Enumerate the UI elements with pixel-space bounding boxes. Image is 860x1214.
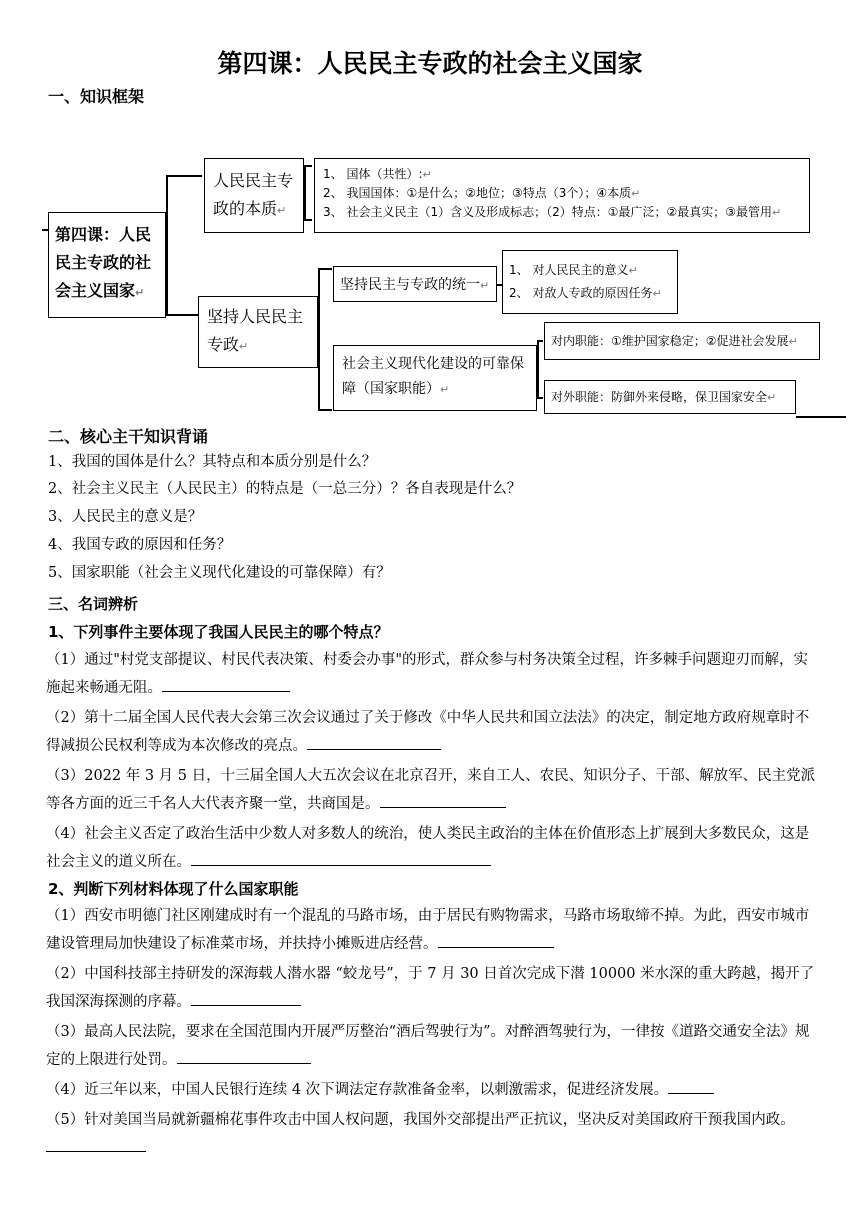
answer-blank[interactable] xyxy=(438,933,554,948)
section-framework-heading: 一、知识框架 xyxy=(48,87,145,106)
part1-item-3: （3）2022 年 3 月 5 日，十三届全国人大五次会议在北京召开，来自工人、农民、知识分子、干部、解放军、民主党派等各方面的近三千名人大代表齐聚一堂，共商国是。 xyxy=(46,768,816,812)
essence-point-3: 3、 社会主义民主（1）含义及形成标志；（2）特点：①最广泛；②最真实；③最管用↵ xyxy=(323,205,782,219)
part2-item-2: （2）中国科技部主持研发的深海载人潜水器 “蛟龙号”，于 7 月 30 日首次完成下潜 10000 米水深的重大跨越，揭开了我国深海探测的序幕。 xyxy=(46,966,815,1010)
unity-point-2: 2、 对敌人专政的原因任务↵ xyxy=(509,286,662,300)
part2-item-5: （5）针对美国当局就新疆棉花事件攻击中国人权问题，我国外交部提出严正抗议，坚决反对美国政府干预我国内政。 xyxy=(46,1106,816,1162)
answer-blank[interactable] xyxy=(380,793,506,808)
diagram-sub-unity: 坚持民主与专政的统一↵ xyxy=(333,266,497,302)
answer-blank[interactable] xyxy=(191,991,301,1006)
part2-item-3: （3）最高人民法院，要求在全国范围内开展严厉整治“酒后驾驶行为”。对醉酒驾驶行为，一律按《道路交通安全法》规定的上限进行处罚。 xyxy=(46,1024,810,1068)
answer-blank[interactable] xyxy=(46,1137,146,1152)
part2-item-4: （4）近三年以来，中国人民银行连续 4 次下调法定存款准备金率，以刺激需求，促进经济发展。 xyxy=(46,1076,816,1104)
question-1: 1、我国的国体是什么？其特点和本质分别是什么？ xyxy=(48,454,377,470)
diagram-internal-function: 对内职能：①维护国家稳定；②促进社会发展↵ xyxy=(544,322,820,360)
question-5: 5、国家职能（社会主义现代化建设的可靠保障）有？ xyxy=(48,565,391,581)
section-terms-heading: 三、名词辨析 xyxy=(48,595,139,613)
answer-blank[interactable] xyxy=(177,1049,311,1064)
answer-blank[interactable] xyxy=(191,851,491,866)
part1-item-1: （1）通过"村党支部提议、村民代表决策、村委会办事"的形式，群众参与村务决策全过程，许多棘手问题迎刃而解，实施起来畅通无阻。 xyxy=(46,652,809,696)
answer-blank[interactable] xyxy=(307,735,441,750)
answer-blank[interactable] xyxy=(162,677,290,692)
section-core-heading: 二、核心主干知识背诵 xyxy=(48,427,209,446)
diagram-essence-points xyxy=(314,158,810,233)
part2-item-1: （1）西安市明德门社区刚建成时有一个混乱的马路市场，由于居民有购物需求，马路市场取缔不掉。为此，西安市城市建设管理局加快建设了标准菜市场，并扶持小摊贩进店经营。 xyxy=(46,908,810,952)
page-title: 第四课：人民民主专政的社会主义国家 xyxy=(217,49,643,78)
diagram-root: 第四课：人民民主专政的社会主义国家↵ xyxy=(48,212,166,318)
essence-point-1: 1、 国体（共性）:↵ xyxy=(323,167,432,181)
part1-item-4: （4）社会主义否定了政治生活中少数人对多数人的统治，使人类民主政治的主体在价值形态上扩展到大多数民众，这是社会主义的道义所在。 xyxy=(46,826,810,870)
part1-item-2: （2）第十二届全国人民代表大会第三次会议通过了关于修改《中华人民共和国立法法》的决定，制定地方政府规章时不得减损公民权利等成为本次修改的亮点。 xyxy=(46,710,810,754)
essence-point-2: 2、 我国国体：①是什么；②地位；③特点（3个）；④本质↵ xyxy=(323,186,641,200)
diagram-branch-uphold: 坚持人民民主专政↵ xyxy=(198,296,318,368)
question-2: 2、社会主义民主（人民民主）的特点是（一总三分）？各自表现是什么？ xyxy=(48,481,522,497)
diagram-unity-points xyxy=(502,250,678,314)
unity-point-1: 1、 对人民民主的意义↵ xyxy=(509,263,638,277)
part2-heading: 2、判断下列材料体现了什么国家职能 xyxy=(48,880,299,898)
diagram-sub-functions: 社会主义现代化建设的可靠保障（国家职能）↵ xyxy=(333,345,537,411)
question-4: 4、我国专政的原因和任务？ xyxy=(48,537,232,553)
diagram-branch-essence: 人民民主专政的本质↵ xyxy=(204,158,304,233)
diagram-external-function: 对外职能：防御外来侵略，保卫国家安全↵ xyxy=(544,380,796,414)
answer-blank[interactable] xyxy=(668,1079,714,1094)
question-3: 3、人民民主的意义是？ xyxy=(48,509,203,525)
part1-heading: 1、下列事件主要体现了我国人民民主的哪个特点？ xyxy=(48,623,389,641)
